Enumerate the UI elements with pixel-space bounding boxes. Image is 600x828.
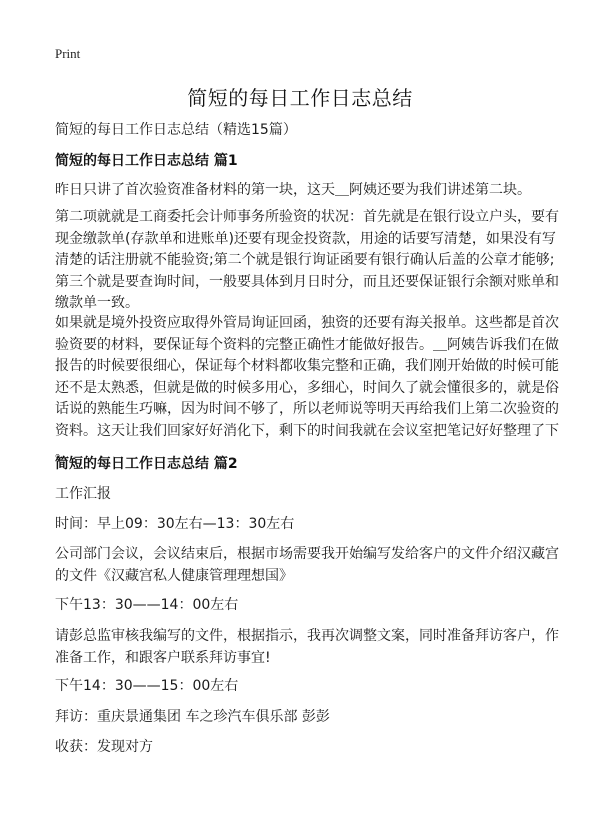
text-line: 验资要的材料，要保证每个资料的完整正确性才能做好报告。＿阿姨告诉我们在做 <box>55 336 559 353</box>
document-title: 简短的每日工作日志总结 <box>187 86 413 110</box>
text-line: 的文件《汉藏宫私人健康管理理想国》 <box>55 567 293 584</box>
text-line: 还不是太熟悉，但就是做的时候多用心，多细心，时间久了就会懂很多的，就是俗 <box>55 379 559 396</box>
text-line: 工作汇报 <box>55 486 111 502</box>
text-line: 下午14：30——15：00左右 <box>55 678 239 694</box>
paragraph <box>55 313 559 464</box>
paragraph <box>55 626 559 669</box>
paragraph <box>55 737 547 759</box>
text-line: 资料。这天让我们回家好好消化下，剩下的时间我就在会议室把笔记好好整理了下 <box>55 422 559 439</box>
text-line: 第三个就是要查询时间，一般要具体到月日时分，而且还要保证银行余额对账单和 <box>55 273 559 290</box>
paragraph <box>55 707 547 729</box>
text-line: 准备工作，和跟客户联系拜访事宜! <box>55 649 271 666</box>
paragraph <box>55 207 559 315</box>
text-line: 缴款单一致。 <box>55 295 139 312</box>
paragraph <box>55 595 547 617</box>
text-line: 清楚的话注册就不能验资;第二个就是银行询证函要有银行确认后盖的公章才能够; <box>55 252 555 269</box>
paragraph <box>55 514 547 536</box>
text-line: 收获：发现对方 <box>55 739 153 755</box>
text-line: 拜访：重庆景通集团 车之珍汽车俱乐部 彭彭 <box>55 709 330 725</box>
section-heading-1: 简短的每日工作日志总结 篇1 <box>55 153 238 169</box>
paragraph <box>55 544 559 587</box>
text-line: 请彭总监审核我编写的文件，根据指示，我再次调整文案，同时准备拜访客户，作 <box>55 628 559 644</box>
text-line: 话说的熟能生巧嘛，因为时间不够了，所以老师说等明天再给我们上第二次验资的 <box>55 401 559 418</box>
print-link[interactable]: Print <box>55 46 81 61</box>
text-line: 如果就是境外投资应取得外管局询证回函，独资的还要有海关报单。这些都是首次 <box>55 315 559 331</box>
text-line: 时间：早上09：30左右—13：30左右 <box>55 516 295 532</box>
paragraph <box>55 180 547 202</box>
text-line: 第二项就就是工商委托会计师事务所验资的状况：首先就是在银行设立户头，要有 <box>55 209 559 225</box>
paragraph <box>55 676 547 698</box>
text-line: 昨日只讲了首次验资准备材料的第一块，这天＿阿姨还要为我们讲述第二块。 <box>55 182 531 198</box>
text-line: 。 <box>55 444 69 461</box>
text-line: 现金缴款单(存款单和进账单)还要有现金投资款，用途的话要写清楚，如果没有写 <box>55 230 556 247</box>
text-line: 公司部门会议，会议结束后，根据市场需要我开始编写发给客户的文件介绍汉藏宫 <box>55 546 559 562</box>
text-line: 报告的时候要很细心，保证每个材料都收集完整和正确，我们刚开始做的时候可能 <box>55 358 559 375</box>
paragraph <box>55 484 547 506</box>
text-line: 下午13：30——14：00左右 <box>55 597 239 613</box>
document-subtitle: 简短的每日工作日志总结（精选15篇） <box>55 122 297 138</box>
section-heading-2: 简短的每日工作日志总结 篇2 <box>55 456 238 472</box>
